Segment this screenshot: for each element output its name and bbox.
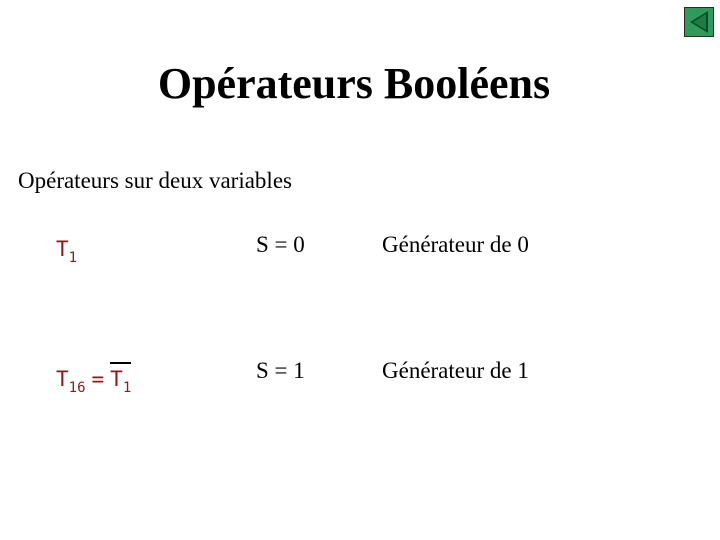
expression-row-2: S = 1 [256,358,305,383]
expression-row-1: S = 0 [256,232,305,257]
description-row-1: Générateur de 0 [382,232,529,257]
operator-t1-subscript: 1 [68,250,78,266]
page-title: Opérateurs Booléens [157,59,551,108]
section-subtitle: Opérateurs sur deux variables [18,168,292,193]
operator-t1-complement [110,362,131,401]
operator-t16-subscript: 16 [68,380,86,396]
operator-t1 [56,236,77,271]
operator-t16 [56,362,131,401]
operator-t1-base: T [56,237,69,261]
operator-equals: = [91,367,105,391]
operator-t16-base: T [56,367,69,391]
operator-complement-base: T [110,367,123,391]
back-arrow-icon [685,8,713,36]
operator-complement-subscript: 1 [122,380,132,396]
description-row-2: Générateur de 1 [382,358,529,383]
back-button[interactable] [684,7,714,37]
